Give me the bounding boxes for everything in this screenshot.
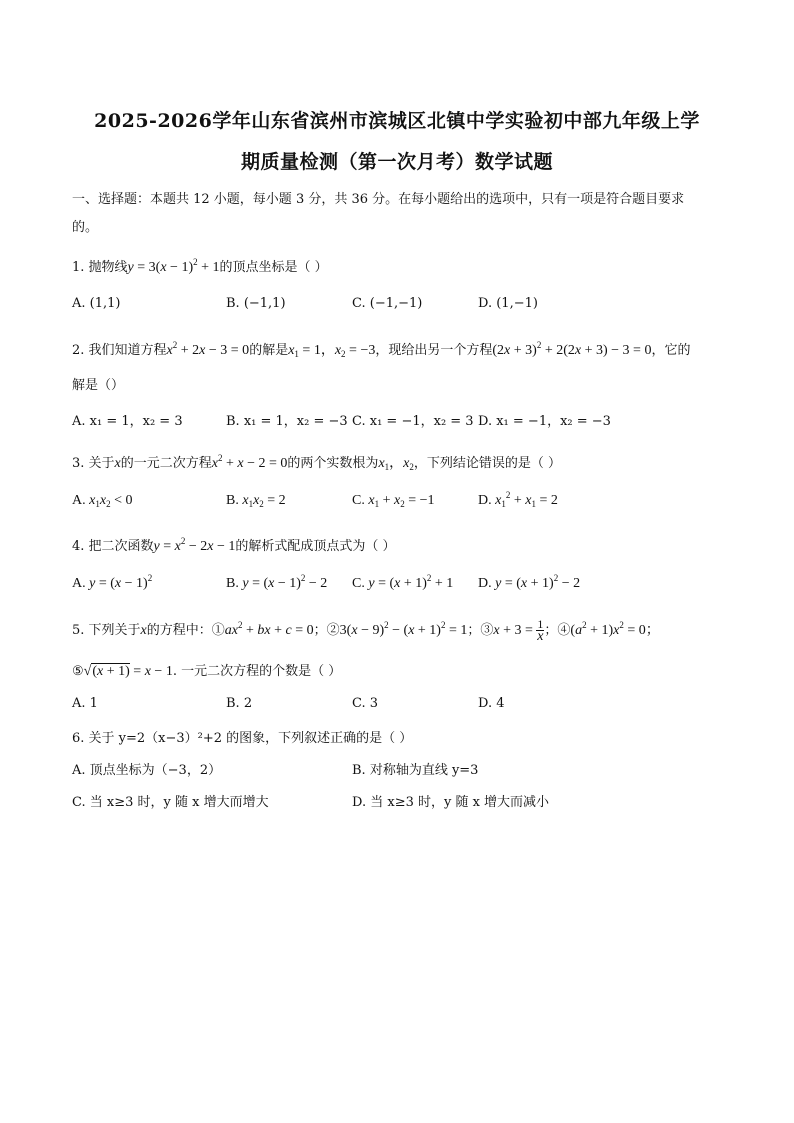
q5-option-d: D. 4 bbox=[478, 696, 505, 711]
q1-stem-prefix: 1. 抛物线 bbox=[72, 260, 128, 275]
q2-option-b: B. x₁ = 1，x₂ = −3 bbox=[226, 414, 348, 429]
q5-option-c: C. 3 bbox=[352, 696, 379, 711]
q5-part-1: 5. 下列关于 bbox=[72, 623, 141, 638]
q3-part-3: 的两个实数根为 bbox=[287, 456, 379, 471]
q1-option-b: B. (−1,1) bbox=[226, 296, 286, 311]
q4-option-a: A. $y = (x - 1)^2$ bbox=[72, 573, 153, 591]
q5-part-3: ；② bbox=[313, 623, 340, 638]
q5-equation-3: x + 3 = $\frac{1}{x}$ bbox=[493, 617, 544, 645]
q2-option-d: D. x₁ = −1，x₂ = −3 bbox=[478, 414, 611, 429]
question-3-stem bbox=[72, 452, 561, 472]
q1-stem-suffix: 的顶点坐标是（ ） bbox=[219, 260, 328, 275]
q5-equation-1: $ax^2$ + bx + c = 0 bbox=[224, 620, 314, 638]
q6-option-c: C. 当 x≥3 时，y 随 x 增大而增大 bbox=[72, 795, 269, 810]
section-instruction-line-1: 一、选择题：本题共 12 小题，每小题 3 分，共 36 分。在每小题给出的选项中，只有一项是符合题目要求 bbox=[72, 192, 685, 207]
q6-option-a: A. 顶点坐标为（−3，2） bbox=[72, 763, 222, 778]
q2-equation-2: $(2x + 3)^2 + 2(2x + 3) - 3 = 0$ bbox=[492, 340, 652, 358]
section-instruction-line-2: 的。 bbox=[72, 220, 99, 235]
q5-part-2: 的方程中：① bbox=[146, 623, 225, 638]
q2-equation-1: $x^2 + 2x - 3 = 0$ bbox=[166, 340, 250, 358]
question-4-stem bbox=[72, 535, 396, 555]
q4-option-d: D. $y = (x + 1)^2 - 2$ bbox=[478, 573, 581, 591]
q5-equation-2: $3(x - 9)^2 - (x + 1)^2 = 1$ bbox=[339, 620, 468, 638]
q3-variable: x bbox=[114, 456, 121, 471]
q3-option-b: B. $x_1x_2 = 2$ bbox=[226, 493, 286, 509]
q2-part-4: ，它的 bbox=[651, 343, 691, 358]
q5-option-b: B. 2 bbox=[226, 696, 253, 711]
q1-option-a: A. (1,1) bbox=[72, 296, 121, 311]
q5-equation-5: √(x + 1) = x − 1 bbox=[83, 664, 173, 679]
q5-part-5: ；④ bbox=[544, 623, 571, 638]
exam-title-line-1: 2025-2026学年山东省滨州市滨城区北镇中学实验初中部九年级上学 bbox=[94, 110, 700, 132]
q1-option-d: D. (1,−1) bbox=[478, 296, 538, 311]
question-1-stem bbox=[72, 256, 328, 276]
q4-option-b: B. $y = (x - 1)^2 - 2$ bbox=[226, 573, 328, 591]
q5-stem-line-2 bbox=[72, 660, 341, 680]
q2-part-2: 的解是 bbox=[249, 343, 289, 358]
q5-line2-prefix: ⑤ bbox=[72, 664, 84, 679]
q3-part-4: ，下列结论错误的是（ ） bbox=[413, 456, 562, 471]
q5-part-4: ；③ bbox=[467, 623, 494, 638]
q3-option-c: C. $x_1 + x_2 = -1$ bbox=[352, 493, 435, 509]
q3-equation: $x^2 + x - 2 = 0$ bbox=[211, 453, 288, 471]
q2-roots: $x_1 = 1$，$x_2 = -3$ bbox=[288, 343, 376, 359]
q2-option-c: C. x₁ = −1，x₂ = 3 bbox=[352, 414, 474, 429]
q2-stem-line-2: 解是（） bbox=[72, 378, 125, 393]
q4-option-c: C. $y = (x + 1)^2 + 1$ bbox=[352, 573, 454, 591]
q2-part-3: ，现给出另一个方程 bbox=[375, 343, 493, 358]
exam-title-line-2: 期质量检测（第一次月考）数学试题 bbox=[240, 151, 553, 173]
q1-option-c: C. (−1,−1) bbox=[352, 296, 423, 311]
q3-roots: $x_1$，$x_2$ bbox=[378, 456, 414, 472]
question-2-stem bbox=[72, 339, 690, 359]
q3-part-2: 的一元二次方程 bbox=[120, 456, 212, 471]
q1-formula: $y = 3(x - 1)^2 + 1$ bbox=[127, 257, 220, 275]
question-5-stem bbox=[72, 617, 660, 645]
q5-variable: x bbox=[140, 623, 147, 638]
q3-part-1: 3. 关于 bbox=[72, 456, 115, 471]
q3-option-a: A. $x_1x_2 < 0$ bbox=[72, 493, 133, 509]
q2-option-a: A. x₁ = 1，x₂ = 3 bbox=[72, 414, 183, 429]
q6-option-d: D. 当 x≥3 时，y 随 x 增大而减小 bbox=[352, 795, 550, 810]
q5-option-a: A. 1 bbox=[72, 696, 98, 711]
q5-equation-4: $(a^2 + 1)x^2 = 0$； bbox=[570, 620, 660, 638]
q2-part-1: 2. 我们知道方程 bbox=[72, 343, 167, 358]
q5-line2-suffix: . 一元二次方程的个数是（ ） bbox=[172, 664, 342, 679]
q4-function: $y = x^2 - 2x - 1$ bbox=[153, 536, 236, 554]
q3-option-d: D. $x_1^2 + x_1 = 2$ bbox=[478, 490, 558, 509]
q4-part-1: 4. 把二次函数 bbox=[72, 539, 154, 554]
question-6-stem: 6. 关于 y=2（x−3）²+2 的图象，下列叙述正确的是（ ） bbox=[72, 731, 413, 746]
q4-part-2: 的解析式配成顶点式为（ ） bbox=[235, 539, 396, 554]
q6-option-b: B. 对称轴为直线 y=3 bbox=[352, 763, 479, 778]
